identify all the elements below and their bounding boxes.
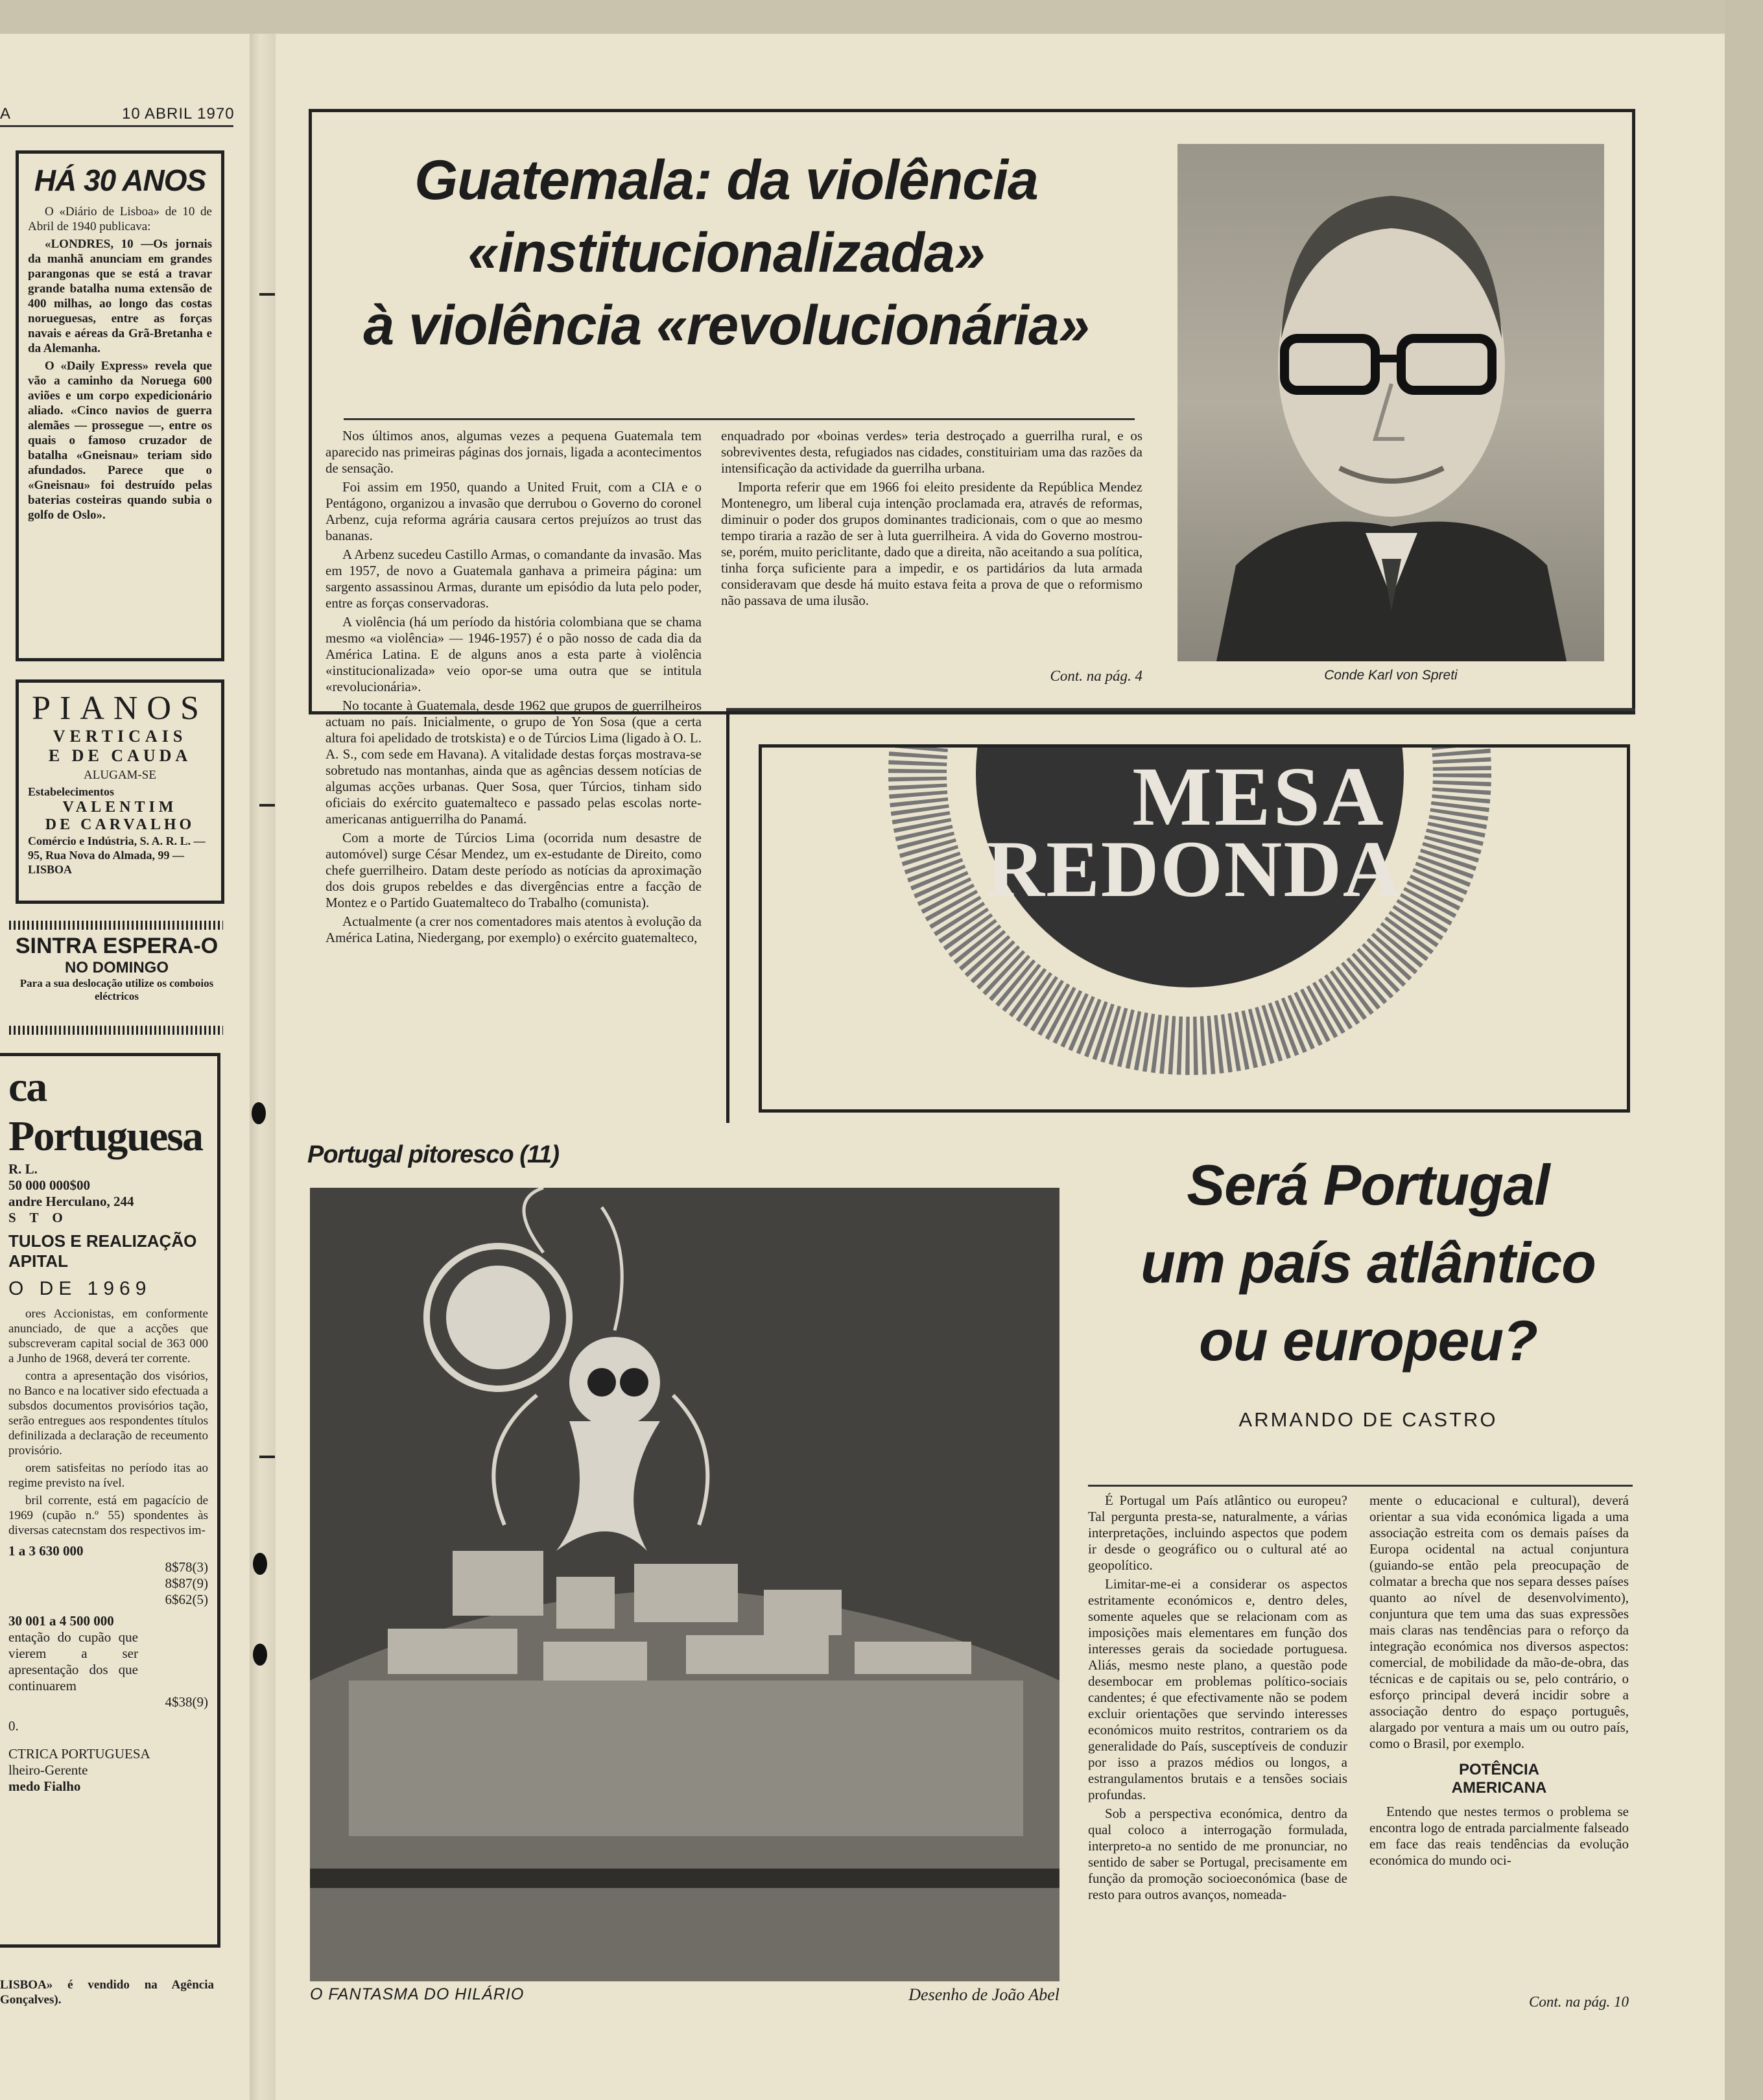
atlantico-col1-p3: Sob a perspectiva económica, dentro da qual coloco a interrogação formulada, interpreto-a no sentido de me pronunciar, no sentido de saber se Portugal, precisamente em função da promoção socioeconómica (base de resto para outros avanços, nomeada- — [1088, 1806, 1347, 1902]
portrait-illustration — [1177, 144, 1604, 661]
sintra-hatch-top — [9, 921, 223, 930]
photo-caption: Conde Karl von Spreti — [1324, 668, 1458, 683]
notice-p1: ores Accionistas, em conformente anunciado, de que a acções que subscreveram capital social de 363 000 a Junho de 1968, deverá ter corrente. — [8, 1307, 208, 1365]
guatemala-col1-p7: Actualmente (a crer nos comentadores mais atentos à evolução da América Latina, Niedergang, por exemplo) o exército guatemalteco, — [325, 914, 702, 945]
guatemala-cont: Cont. na pág. 4 — [1050, 668, 1142, 684]
notice-rl: R. L. — [8, 1161, 38, 1177]
pianos-title: PIANOS — [32, 690, 208, 727]
binding-mark — [259, 1456, 275, 1458]
notice-heading3: O DE 1969 — [8, 1278, 152, 1299]
pianos-line3: ALUGAM-SE — [84, 768, 156, 782]
pianos-line2: E DE CAUDA — [48, 746, 192, 765]
ha-30-anos-intro: O «Diário de Lisboa» de 10 de Abril de 1940 publicava: — [28, 205, 212, 233]
pitoresco-caption-left: O FANTASMA DO HILÁRIO — [310, 1985, 525, 2003]
notice-capital: 50 000 000$00 — [8, 1177, 90, 1193]
guatemala-title-line2: «institucionalizada» — [467, 222, 985, 284]
guatemala-col1-p3: A Arbenz sucedeu Castillo Armas, o comandante da invasão. Mas em 1957, de novo a Guatemala ganhava a primeira página: um sargento assassinou Armas, durante um episódio da luta pelo poder, entre as forças conservadoras. — [325, 547, 702, 611]
notice-address: andre Herculano, 244 — [8, 1194, 134, 1209]
guatemala-title-line1: Guatemala: da violência — [414, 149, 1038, 211]
guatemala-title-rule — [344, 418, 1135, 420]
portrait-photo — [1177, 144, 1604, 661]
atlantico-subhead — [1369, 1761, 1629, 1797]
notice-title: ca Portuguesa — [8, 1063, 202, 1160]
notice-v2: 8$87(9) — [165, 1575, 208, 1591]
guatemala-col1-p1: Nos últimos anos, algumas vezes a pequena Guatemala tem aparecido nas primeiras páginas dos jornais, ligada a acontecimentos de sensação. — [325, 428, 702, 476]
notice-heading1: TULOS E REALIZAÇÃO — [8, 1231, 197, 1251]
notice-heading2: APITAL — [8, 1251, 68, 1271]
atlantico-rule — [1088, 1485, 1633, 1487]
guatemala-col1 — [325, 428, 702, 949]
atlantico-col2 — [1369, 1492, 1629, 1871]
page-date: 10 ABRIL 1970 — [122, 105, 235, 123]
page-edge — [1725, 0, 1763, 2100]
atlantico-col2-p1: mente o educacional e cultural), deverá orientar a sua vida económica ligada a uma associação estreita com os demais países da Europa ocidental na actual conjuntura (guiando-se então pela preocupação de colmatar a brecha que nos separa desses países quanto ao nível de desenvolvimento), conjuntura que tem uma das suas expressões mais claras nas tendências para o reforço da integração económica nos diversos aspectos: comercial, de mobilidade da mão-de-obra, das técnicas e de capitais ou se, pelo contrário, o esforço principal deverá incidir sobre a associação dentro do espaço português, alargado por ventura a mais um ou outro país, como o Brasil, por exemplo. — [1369, 1492, 1629, 1751]
mesa-line2: REDONDA — [986, 825, 1402, 914]
atlantico-subhead2: AMERICANA — [1451, 1779, 1547, 1797]
atlantico-title-line3: ou europeu? — [1199, 1308, 1537, 1373]
sintra-title: SINTRA ESPERA-O — [15, 934, 219, 958]
atlantico-col1-p2: Limitar-me-ei a considerar os aspectos estritamente económicos e, dentro deles, somente aqueles que se relacionam com as imposições mais elementares em função dos interesses gerais da sociedade portuguesa. Aliás, mesmo neste plano, a questão pode desembocar em problemas político-sociais candentes; é que efectivamente não se podem excluir orientações que servindo interesses económicos muito restritos, contrariem os da generalidade do País, susceptíveis de conduzir por isso a prazos médios ou longos, a estrangulamentos brutais e a tensões sociais profundas. — [1088, 1576, 1347, 1802]
atlantico-title-line2: um país atlântico — [1141, 1231, 1596, 1295]
guatemala-col1-p2: Foi assim em 1950, quando a United Fruit, com a CIA e o Pentágono, organizou a invasão que derrubou o Governo do coronel Arbenz, cuja reforma agrária causara certos prejuízos ao trust das bananas. — [325, 479, 702, 543]
notice-range1: 1 a 3 630 000 — [8, 1543, 84, 1559]
atlantico-col1 — [1088, 1492, 1347, 1905]
pianos-line5: VALENTIM — [62, 799, 178, 816]
guatemala-headline — [324, 144, 1128, 362]
pianos-line7: Comércio e Indústria, S. A. R. L. — 95, Rua Nova do Almada, 99 — LISBOA — [28, 834, 206, 876]
atlantico-col2-p2: Entendo que nestes termos o problema se encontra logo de entrada parcialmente falseado em face das reais tendências da evolução económica do mundo oci- — [1369, 1804, 1629, 1868]
ha-30-anos-box — [16, 150, 224, 661]
notice-p5: entação do cupão que vierem a ser apresentação dos que continuarem — [8, 1629, 138, 1693]
notice-sign3: medo Fialho — [8, 1778, 81, 1794]
guatemala-col2-p2: Importa referir que em 1966 foi eleito presidente da República Mendez Montenegro, um liberal cuja intenção proclamada era, através de reformas, diminuir o poder dos grupos dominantes tradicionais, com o que ao mesmo tempo tiraria a razão de ser à luta guerrilheira. A vida do Governo mostrou-se, porém, muito periclitante, dado que a direita, não aceitando a sua política, tinha força suficiente para a impedir, e os partidários da luta armada consideravam que desde há muito estava feita a prova de que o reformismo não passava de uma ilusão. — [721, 479, 1142, 608]
guatemala-title-line3: à violência «revolucionária» — [363, 294, 1089, 357]
guatemala-col1-p5: No tocante à Guatemala, desde 1962 que grupos de guerrilheiros actuam no país. Inicialmente, o grupo de Yon Sosa (que a certa altura foi apelidado de trotskista) e o de Túrcios Lima (ligado à O. L. A. S., com sede em Havana). A vitalidade destas forças mostrava-se sobretudo nas montanhas, ainda que as agências dessem notícias de algumas acções urbanas. Quer Sosa, quer Túrcios, tinham sido oficiais do exército guatemalteco e passado pelas escolas norte-americanas antiguerrilha do Panamá. — [325, 698, 702, 827]
notice-city: S T O — [8, 1210, 68, 1225]
pitoresco-drawing — [310, 1188, 1059, 1981]
page-gutter — [250, 34, 276, 2100]
ha-30-anos-p1: «LONDRES, 10 —Os jornais da manhã anunciam em grandes parangonas que se está a travar grande batalha numa extensão de 400 milhas, ao longo das costas norueguesas, entre as forças navais e aéreas da Grã-Bretanha e da Alemanha. — [28, 237, 212, 355]
guatemala-col1-p6: Com a morte de Túrcios Lima (ocorrida num desastre de automóvel) surge César Mendez, um ex-estudante de Direito, como chefe guerrilheiro. Datam deste período as notícias da aproximação dos dois grupos rebeldes e das divergências entre a facção de Montez e o Partido Guatemalteco do Trabalho (comunista). — [325, 830, 702, 910]
guatemala-col1-p4: A violência (há um período da história colombiana que se chama mesmo «a violência» — 1946-1957) é o pão nosso de cada dia da América Latina. E de alguns anos a esta parte à violência «institucionalizada» veio opor-se uma outra que se intitula «revolucionária». — [325, 614, 702, 694]
header-fragment: A — [0, 105, 11, 123]
guatemala-col2-p1: enquadrado por «boinas verdes» teria destroçado a guerrilha rural, e os sobreviventes desta, refugiados nas cidades, constituiriam uma das razões da intensificação da actividade da guerrilha urbana. — [721, 428, 1142, 476]
binding-hole — [253, 1553, 267, 1575]
pianos-ad — [16, 679, 224, 904]
frame-divider — [726, 708, 729, 1123]
guatemala-col2 — [721, 428, 1142, 611]
binding-hole — [253, 1644, 267, 1666]
atlantico-col1-p1: É Portugal um País atlântico ou europeu? Tal pergunta presta-se, naturalmente, a várias interpretações, incluindo aspectos que podem ir desde o geográfico ou o cultural até ao geopolítico. — [1088, 1492, 1347, 1573]
pitoresco-caption-right: Desenho de João Abel — [908, 1985, 1059, 2004]
binding-hole — [252, 1102, 266, 1124]
atlantico-headline — [1096, 1146, 1640, 1380]
mesa-redonda-title — [762, 750, 1627, 914]
frame-rule — [726, 708, 1635, 711]
atlantico-author: ARMANDO DE CASTRO — [1238, 1408, 1498, 1431]
notice-frag: 0. — [8, 1718, 19, 1734]
mesa-line1: MESA — [1132, 750, 1386, 844]
pianos-line1: VERTICAIS — [53, 727, 187, 746]
atlantico-cont: Cont. na pág. 10 — [1529, 1994, 1629, 2010]
sintra-ad — [6, 934, 227, 1003]
binding-mark — [259, 804, 275, 807]
atlantico-subhead1: POTÊNCIA — [1458, 1761, 1539, 1778]
notice-v4: 4$38(9) — [165, 1694, 208, 1710]
notice-p4: bril corrente, está em pagacício de 1969 (cupão n.º 55) spondentes às diversas catecnstam dos respectivos im- — [8, 1494, 208, 1537]
notice-range2: 30 001 a 4 500 000 — [8, 1613, 114, 1629]
left-footer: LISBOA» é vendido na Agência Gonçalves). — [0, 1978, 214, 2007]
binding-mark — [259, 293, 275, 296]
atlantico-title-line1: Será Portugal — [1187, 1153, 1550, 1217]
sintra-subtitle: NO DOMINGO — [65, 959, 169, 976]
company-notice — [0, 1053, 220, 1948]
mesa-redonda-box — [759, 744, 1630, 1113]
ghost-illustration — [310, 1188, 1059, 1981]
pianos-line4: Estabelecimentos — [28, 785, 114, 798]
ha-30-anos-p2: O «Daily Express» revela que vão a caminho da Noruega 600 aviões e um corpo expedicionário aliado. «Cinco navios de guerra alemães — prossegue —, entre os quais o famoso cruzador de batalha «Gneisnau» teriam sido afundados. Parece que o «Gneisnau» foi destruído pelas baterias costeiras quando subia o golfo de Oslo». — [28, 359, 212, 522]
notice-v3: 6$62(5) — [165, 1592, 208, 1607]
notice-sign1: CTRICA PORTUGUESA — [8, 1746, 150, 1762]
pianos-line6: DE CARVALHO — [45, 816, 195, 833]
notice-p3: orem satisfeitas no período itas ao regime previsto na ível. — [8, 1461, 208, 1490]
notice-sign2: lheiro-Gerente — [8, 1762, 88, 1778]
sintra-hatch-bottom — [9, 1026, 223, 1035]
header-rule — [0, 125, 233, 127]
ha-30-anos-title: HÁ 30 ANOS — [34, 163, 206, 197]
notice-v1: 8$78(3) — [165, 1559, 208, 1575]
notice-p2: contra a apresentação dos visórios, no Banco e na locativer sido efectuada a subsdos documentos provisórios tação, serão entregues aos respondentes títulos definilizada a declaração de receumento provisório. — [8, 1369, 208, 1457]
sintra-body: Para a sua deslocação utilize os comboios eléctricos — [19, 977, 214, 1002]
pitoresco-heading: Portugal pitoresco (11) — [307, 1141, 560, 1168]
